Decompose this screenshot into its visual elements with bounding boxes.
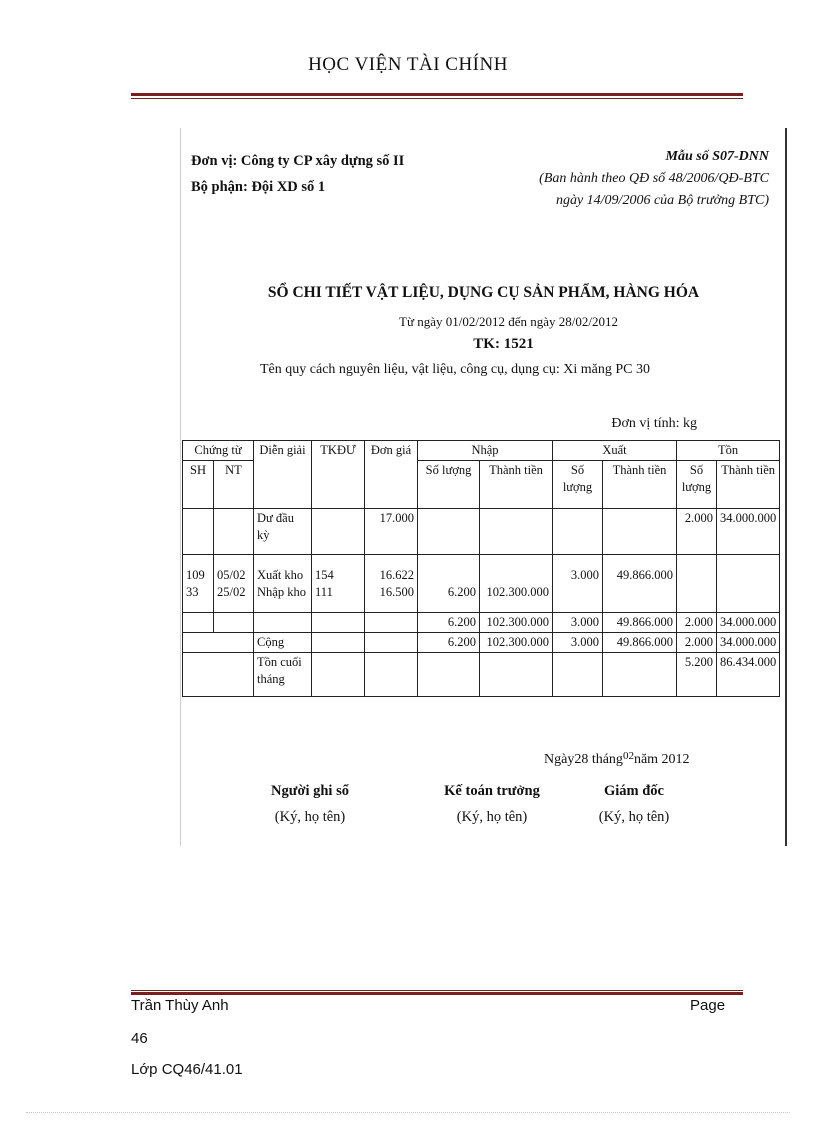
header-row-1 [183, 441, 780, 461]
opening-price: 17.000 [365, 509, 418, 555]
tx-tk-1: 154 [315, 568, 334, 582]
closing-label: Tồn cuối tháng [254, 653, 312, 697]
tx-price-1: 16.622 [379, 568, 414, 582]
table-row-opening [183, 509, 780, 555]
material-spec: Tên quy cách nguyên liệu, vật liệu, công cụ, dụng cụ: Xi măng PC 30 [260, 362, 650, 377]
col-dien-giai: Diễn giải [254, 441, 312, 509]
sub-nhap-qty: 6.200 [418, 613, 480, 633]
ledger-title: SỔ CHI TIẾT VẬT LIỆU, DỤNG CỤ SẢN PHẨM, HÀNG HÓA [267, 284, 700, 301]
tx-sh-2: 33 [186, 585, 199, 599]
col-nhap-thanh-tien: Thành tiền [480, 461, 553, 509]
total-ton-qty: 2.000 [677, 633, 717, 653]
opening-label: Dư đầu kỳ [254, 509, 312, 555]
signature-date: Ngày28 tháng$^{02}$năm 2012 [544, 750, 690, 767]
total-xuat-amount: 49.866.000 [603, 633, 677, 653]
sig-director: Giám đốc (Ký, họ tên) [598, 783, 670, 825]
tx-dg-2: Nhập kho [257, 585, 306, 599]
tx-price-2: 16.500 [379, 585, 414, 599]
tx-dg-1: Xuất kho [257, 568, 304, 582]
col-sh: SH [183, 461, 214, 509]
ledger-table [182, 440, 780, 697]
sub-ton-qty: 2.000 [677, 613, 717, 633]
footer-author: Trần Thùy Anh [131, 997, 229, 1014]
table-row-transactions [183, 555, 780, 613]
footer-page-label: Page [690, 997, 726, 1014]
col-ton-so-luong: Số lượng [677, 461, 717, 509]
sub-xuat-qty: 3.000 [553, 613, 603, 633]
tx-xuat-qty: 3.000 [570, 568, 599, 582]
tx-nhap-amount: 102.300.000 [486, 585, 549, 599]
footer-class: Lớp CQ46/41.01 [131, 1061, 243, 1078]
ledger-period: Từ ngày 01/02/2012 đến ngày 28/02/2012 [399, 314, 618, 329]
col-xuat: Xuất [553, 441, 677, 461]
table-row-subtotal [183, 613, 780, 633]
sub-xuat-amount: 49.866.000 [603, 613, 677, 633]
closing-amount: 86.434.000 [717, 653, 780, 697]
closing-qty: 5.200 [677, 653, 717, 697]
page-bottom-border [26, 1112, 790, 1113]
tx-nt-2: 25/02 [217, 585, 246, 599]
tx-nt-1: 05/02 [217, 568, 246, 582]
col-xuat-thanh-tien: Thành tiền [603, 461, 677, 509]
tx-xuat-amount: 49.866.000 [616, 568, 673, 582]
col-ton: Tồn [677, 441, 780, 461]
form-info [539, 146, 769, 212]
total-nhap-amount: 102.300.000 [480, 633, 553, 653]
sig-recorder: Người ghi sổ (Ký, họ tên) [271, 783, 349, 825]
header-rule [131, 93, 743, 99]
total-xuat-qty: 3.000 [553, 633, 603, 653]
tx-tk-2: 111 [315, 585, 333, 599]
sub-nhap-amount: 102.300.000 [480, 613, 553, 633]
opening-qty: 2.000 [677, 509, 717, 555]
col-xuat-so-luong: Số lượng [553, 461, 603, 509]
table-row-total [183, 633, 780, 653]
col-don-gia: Đơn giá [365, 441, 418, 509]
opening-amount: 34.000.000 [717, 509, 780, 555]
unit-of-measure: Đơn vị tính: kg [611, 416, 697, 431]
sig-accountant: Kế toán trưởng (Ký, họ tên) [444, 783, 540, 825]
col-tkdu: TKĐƯ [312, 441, 365, 509]
footer-page-number: 46 [131, 1030, 148, 1047]
form-number: Mẫu số S07-DNN [665, 149, 769, 164]
ledger-account: TK: 1521 [473, 336, 534, 352]
table-row-closing [183, 653, 780, 697]
tx-nhap-qty: 6.200 [447, 585, 476, 599]
scanned-ledger [180, 128, 787, 846]
total-ton-amount: 34.000.000 [717, 633, 780, 653]
col-nhap-so-luong: Số lượng [418, 461, 480, 509]
tx-sh-1: 109 [186, 568, 205, 582]
col-ton-thanh-tien: Thành tiền [717, 461, 780, 509]
unit-line: Đơn vị: Công ty CP xây dựng số II [191, 153, 405, 169]
dept-line: Bộ phận: Đội XD số 1 [191, 179, 326, 195]
page-header-title: HỌC VIỆN TÀI CHÍNH [308, 54, 508, 75]
total-label: Cộng [254, 633, 312, 653]
form-desc-1: (Ban hành theo QĐ số 48/2006/QĐ-BTC [539, 171, 769, 186]
col-chung-tu: Chứng từ [183, 441, 254, 461]
col-nt: NT [214, 461, 254, 509]
total-nhap-qty: 6.200 [418, 633, 480, 653]
col-nhap: Nhập [418, 441, 553, 461]
sub-ton-amount: 34.000.000 [717, 613, 780, 633]
footer-rule [131, 989, 743, 995]
unit-info [191, 148, 404, 200]
form-desc-2: ngày 14/09/2006 của Bộ trưởng BTC) [555, 193, 769, 208]
